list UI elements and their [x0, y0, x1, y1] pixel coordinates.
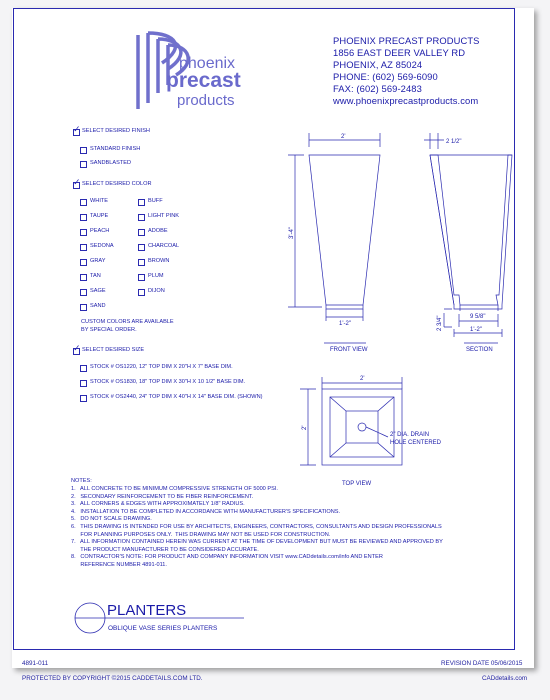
logo-text-phoenix: phoenix — [179, 55, 236, 72]
note-item: FOR PLANNING PURPOSES ONLY. THIS DRAWING MAY NOT BE USED FOR CONSTRUCTION. — [71, 531, 331, 538]
dim-top-width: 2' — [341, 134, 346, 140]
custom-colors-note: BY SPECIAL ORDER. — [81, 327, 137, 333]
note-item: 1. ALL CONCRETE TO BE MINIMUM COMPRESSIVE STRENGTH OF 5000 PSI. — [71, 486, 278, 492]
color-checkbox-charcoal[interactable] — [138, 244, 145, 251]
size-option-label: STOCK # OS1830, 18" TOP DIM X 30"H X 10 1/2" BASE DIM. — [90, 379, 246, 385]
finish-checkbox[interactable] — [73, 129, 80, 136]
dim-top-view-width: 2' — [360, 376, 365, 382]
finish-label: SELECT DESIRED FINISH — [82, 128, 150, 134]
color-checkbox-tan[interactable] — [80, 274, 87, 281]
color-option: BUFF — [148, 198, 163, 204]
company-address-2: PHOENIX, AZ 85024 — [333, 59, 423, 70]
company-address-1: 1856 EAST DEER VALLEY RD — [333, 47, 466, 58]
size-option-label: STOCK # OS1220, 12" TOP DIM X 20"H X 7" BASE DIM. — [90, 364, 233, 370]
finish-option-checkbox[interactable] — [80, 161, 87, 168]
top-view-label: TOP VIEW — [342, 481, 372, 487]
section-label: SECTION — [466, 347, 493, 353]
color-option: BROWN — [148, 258, 170, 264]
color-checkbox-brown[interactable] — [138, 259, 145, 266]
planter-drawings — [284, 129, 512, 487]
color-option: DIJON — [148, 288, 165, 294]
color-option: SEDONA — [90, 243, 114, 249]
color-option: PLUM — [148, 273, 164, 279]
size-checkbox[interactable] — [73, 348, 80, 355]
size-option-checkbox[interactable] — [80, 395, 87, 402]
note-item: 4. INSTALLATION TO BE COMPLETED IN ACCORDANCE WITH MANUFACTURER'S SPECIFICATIONS. — [71, 508, 341, 515]
color-checkbox-adobe[interactable] — [138, 229, 145, 236]
dim-base: 1'-2" — [339, 321, 351, 327]
note-item: 2. SECONDARY REINFORCEMENT TO BE FIBER REINFORCEMENT. — [71, 493, 254, 500]
size-label: SELECT DESIRED SIZE — [82, 347, 145, 353]
note-item: 8. CONTRACTOR'S NOTE: FOR PRODUCT AND COMPANY INFORMATION VISIT www.CADdetails.com/info AND ENTER — [71, 554, 383, 561]
footer-site[interactable]: CADdetails.com — [482, 675, 528, 682]
dim-height: 3'-4" — [289, 227, 295, 239]
note-item: 3. ALL CORNERS & EDGES WITH APPROXIMATELY 1/8" RADIUS. — [71, 501, 245, 508]
color-checkbox-peach[interactable] — [80, 229, 87, 236]
finish-option-label: STANDARD FINISH — [90, 146, 141, 152]
color-label: SELECT DESIRED COLOR — [82, 181, 152, 187]
size-option-checkbox[interactable] — [80, 365, 87, 372]
front-view-label: FRONT VIEW — [330, 347, 368, 353]
footer-revision: REVISION DATE 05/06/2015 — [441, 660, 523, 667]
company-fax: FAX: (602) 569-2483 — [333, 83, 422, 94]
finish-option-label: SANDBLASTED — [90, 160, 132, 166]
footer-copyright: PROTECTED BY COPYRIGHT ©2015 CADDETAILS.COM LTD. — [22, 675, 203, 682]
notes-list — [71, 486, 443, 570]
note-item: 7. ALL INFORMATION CONTAINED HEREIN WAS CURRENT AT THE TIME OF DEVELOPMENT BUT MUST BE REVIEWED AND APPROVED BY — [71, 539, 443, 546]
color-checkbox[interactable] — [73, 182, 80, 189]
color-checkbox-gray[interactable] — [80, 259, 87, 266]
size-option-label: STOCK # OS2440, 24" TOP DIM X 40"H X 14" BASE DIM. (SHOWN) — [90, 394, 263, 400]
color-option: CHARCOAL — [148, 243, 180, 249]
company-name: PHOENIX PRECAST PRODUCTS — [333, 35, 480, 46]
color-option: SAGE — [90, 288, 106, 294]
color-option: LIGHT PINK — [148, 213, 179, 219]
color-checkbox-taupe[interactable] — [80, 214, 87, 221]
dim-section-foot: 2 3/4" — [437, 315, 443, 331]
dim-section-inner: 9 5/8" — [470, 314, 486, 320]
color-checkbox-dijon[interactable] — [138, 289, 145, 296]
drain-note: HOLE CENTERED — [390, 440, 442, 446]
title-sub: OBLIQUE VASE SERIES PLANTERS — [108, 625, 218, 632]
color-option: PEACH — [90, 228, 110, 234]
color-option: WHITE — [90, 198, 109, 204]
color-checkbox-white[interactable] — [80, 199, 87, 206]
dim-section-base: 1'-2" — [470, 327, 482, 333]
note-item: 5. DO NOT SCALE DRAWING. — [71, 516, 152, 523]
color-option: TAN — [90, 273, 101, 279]
color-checkbox-sand[interactable] — [80, 304, 87, 311]
finish-option-checkbox[interactable] — [80, 147, 87, 154]
company-website[interactable]: www.phoenixprecastproducts.com — [333, 95, 479, 106]
color-option: ADOBE — [148, 228, 168, 234]
color-checkbox-buff[interactable] — [138, 199, 145, 206]
color-option: GRAY — [90, 258, 106, 264]
drain-note: 2" DIA. DRAIN — [390, 432, 430, 438]
title-main: PLANTERS — [107, 602, 187, 619]
color-option: SAND — [90, 303, 106, 309]
note-item: THE PRODUCT MANUFACTURER TO BE CONSIDERED ACCURATE. — [71, 546, 259, 553]
logo-text-precast: precast — [166, 69, 241, 92]
color-checkbox-sage[interactable] — [80, 289, 87, 296]
note-item: 6. THIS DRAWING IS INTENDED FOR USE BY ARCHITECTS, ENGINEERS, CONTRACTORS, CONSULTANTS AND DESIGN PROFESSIONALS — [71, 523, 442, 530]
custom-colors-note: CUSTOM COLORS ARE AVAILABLE — [81, 319, 174, 325]
color-option: TAUPE — [90, 213, 109, 219]
color-checkbox-sedona[interactable] — [80, 244, 87, 251]
color-checkbox-plum[interactable] — [138, 274, 145, 281]
sheet-border — [13, 8, 515, 650]
size-option-checkbox[interactable] — [80, 380, 87, 387]
logo-text-products: products — [177, 92, 235, 109]
dim-wall: 2 1/2" — [446, 139, 462, 145]
company-phone: PHONE: (602) 569-6090 — [333, 71, 438, 82]
notes-heading: NOTES: — [71, 478, 92, 484]
note-item: REFERENCE NUMBER 4891-011. — [71, 561, 167, 568]
footer-ref: 4891-011 — [22, 660, 49, 667]
dim-top-view-height: 2' — [302, 425, 308, 430]
color-checkbox-light-pink[interactable] — [138, 214, 145, 221]
